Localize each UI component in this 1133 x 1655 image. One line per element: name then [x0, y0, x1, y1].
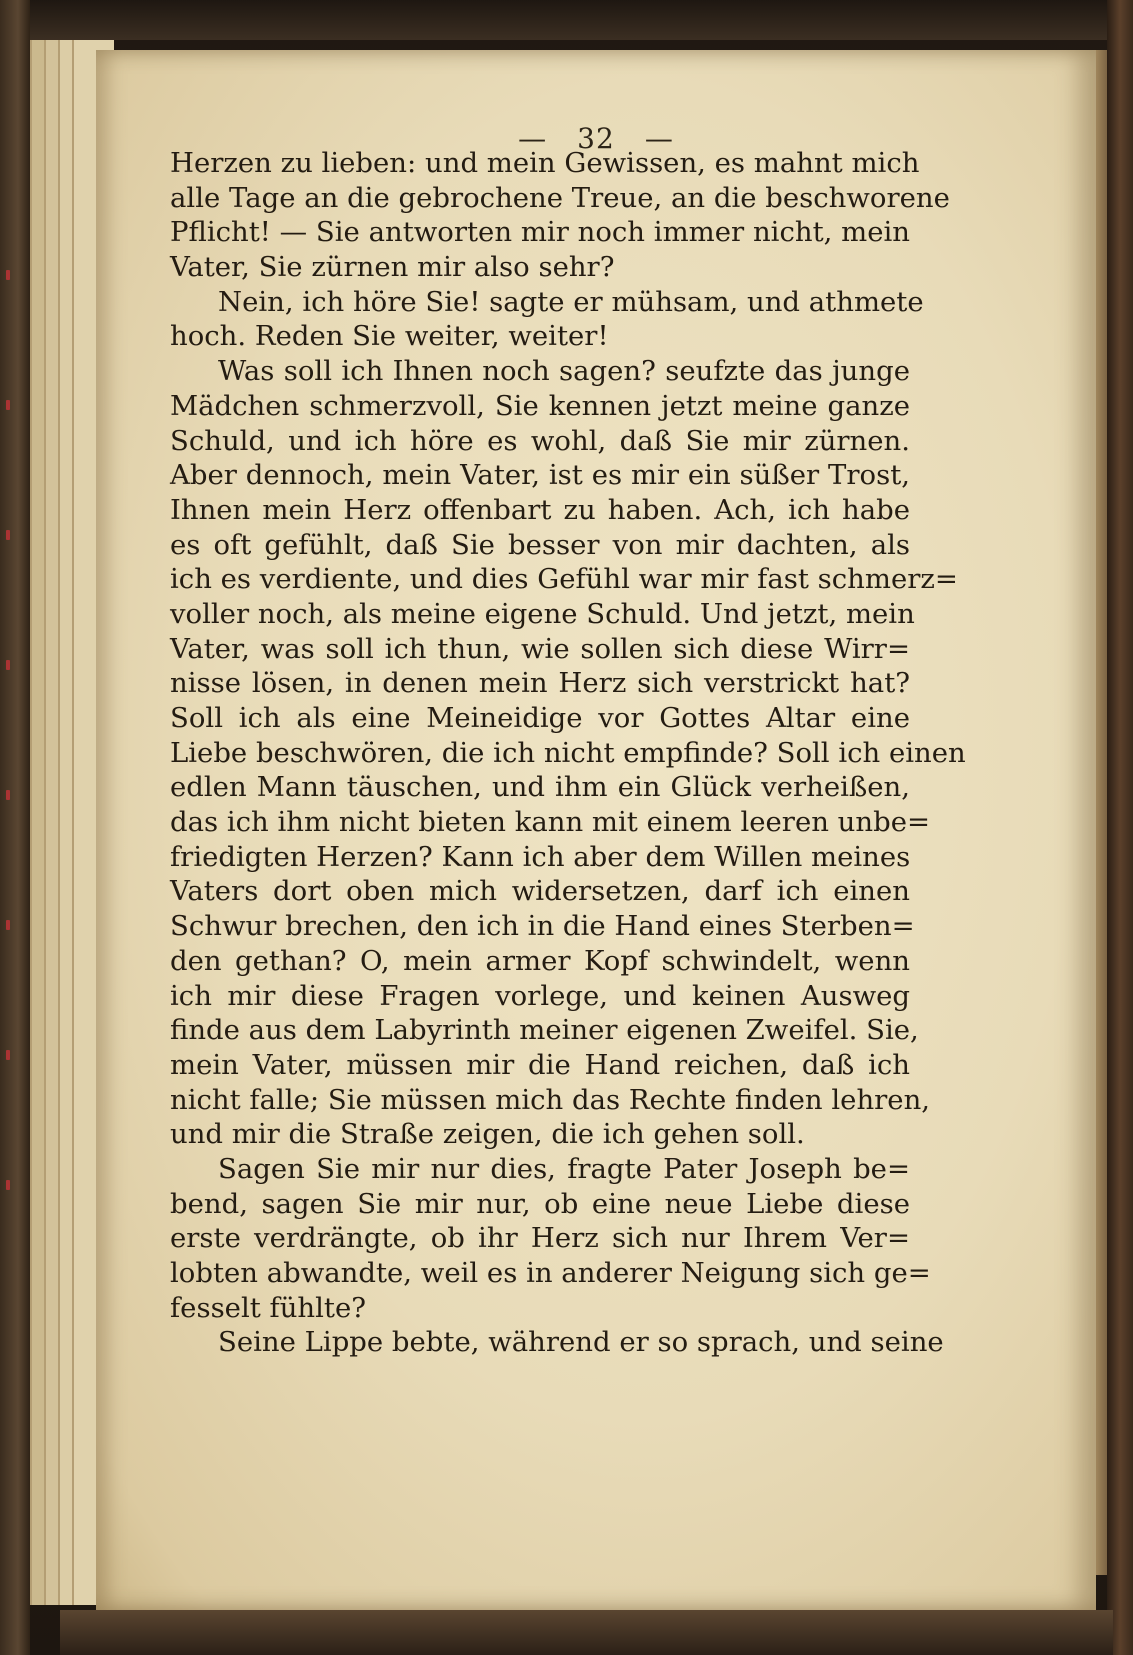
- binding-thread: [6, 1050, 10, 1060]
- text-line: lobten abwandte, weil es in anderer Neigung sich ge=: [170, 1257, 931, 1289]
- body-text: [170, 146, 966, 1360]
- text-line: nicht falle; Sie müssen mich das Rechte finden lehren,: [170, 1083, 931, 1116]
- binding-thread: [6, 530, 10, 540]
- text-line: mein Vater, müssen mir die Hand reichen, daß ich: [170, 1048, 910, 1081]
- folio-dash: —: [518, 122, 548, 155]
- text-line: Schwur brechen, den ich in die Hand eines Sterben=: [170, 910, 915, 943]
- text-line: nisse lösen, in denen mein Herz sich verstrickt hat?: [170, 667, 910, 700]
- book-cover-left: [0, 0, 30, 1655]
- text-line: finde aus dem Labyrinth meiner eigenen Zweifel. Sie,: [170, 1014, 919, 1047]
- text-line: Ihnen mein Herz offenbart zu haben. Ach, ich habe: [170, 493, 910, 526]
- text-line: bend, sagen Sie mir nur, ob eine neue Liebe diese: [170, 1187, 910, 1220]
- text-line: Herzen zu lieben: und mein Gewissen, es mahnt mich: [170, 147, 920, 179]
- text-line: Vater, was soll ich thun, wie sollen sich diese Wirr=: [170, 632, 910, 665]
- page-number: 32: [577, 122, 615, 155]
- text-line: hoch. Reden Sie weiter, weiter!: [170, 320, 609, 353]
- binding-thread: [6, 1180, 10, 1190]
- text-line: friedigten Herzen? Kann ich aber dem Willen meines: [170, 840, 911, 873]
- folio-dash: —: [644, 122, 674, 155]
- binding-thread: [6, 920, 10, 930]
- binding-thread: [6, 790, 10, 800]
- text-line: erste verdrängte, ob ihr Herz sich nur Ihrem Ver=: [170, 1222, 910, 1255]
- text-line: Was soll ich Ihnen noch sagen? seufzte das junge: [218, 355, 910, 388]
- binding-thread: [6, 660, 10, 670]
- top-shadow: [0, 0, 1133, 40]
- binding-thread: [6, 400, 10, 410]
- text-line: und mir die Straße zeigen, die ich gehen soll.: [170, 1118, 805, 1151]
- text-line: Pflicht! — Sie antworten mir noch immer nicht, mein: [170, 216, 910, 249]
- text-line: Sagen Sie mir nur dies, fragte Pater Joseph be=: [218, 1152, 910, 1185]
- text-line: Liebe beschwören, die ich nicht empfinde? Soll ich einen: [170, 736, 966, 769]
- text-line: Schuld, und ich höre es wohl, daß Sie mir zürnen.: [170, 424, 910, 457]
- text-line: ich es verdiente, und dies Gefühl war mir fast schmerz=: [170, 563, 958, 596]
- text-line: edlen Mann täuschen, und ihm ein Glück verheißen,: [170, 771, 910, 804]
- text-line: Soll ich als eine Meineidige vor Gottes Altar eine: [170, 702, 910, 734]
- text-line: Aber dennoch, mein Vater, ist es mir ein süßer Trost,: [170, 459, 910, 492]
- binding-thread: [6, 270, 10, 280]
- text-line: es oft gefühlt, daß Sie besser von mir dachten, als: [170, 528, 910, 561]
- text-line: Vater, Sie zürnen mir also sehr?: [170, 251, 615, 284]
- text-line: Mädchen schmerzvoll, Sie kennen jetzt meine ganze: [170, 389, 910, 422]
- text-line: Seine Lippe bebte, während er so sprach, und seine: [218, 1326, 944, 1359]
- text-line: fesselt fühlte?: [170, 1291, 367, 1324]
- text-line: voller noch, als meine eigene Schuld. Und jetzt, mein: [170, 597, 915, 630]
- text-line: alle Tage an die gebrochene Treue, an die beschworene: [170, 181, 950, 214]
- book-cover-right: [1107, 0, 1133, 1655]
- text-line: den gethan? O, mein armer Kopf schwindelt, wenn: [170, 944, 910, 977]
- bottom-shadow: [60, 1610, 1113, 1655]
- text-line: Nein, ich höre Sie! sagte er mühsam, und athmete: [218, 285, 924, 318]
- text-line: Vaters dort oben mich widersetzen, darf ich einen: [170, 875, 910, 908]
- text-line: das ich ihm nicht bieten kann mit einem leeren unbe=: [170, 806, 931, 839]
- text-line: ich mir diese Fragen vorlege, und keinen Ausweg: [170, 979, 910, 1012]
